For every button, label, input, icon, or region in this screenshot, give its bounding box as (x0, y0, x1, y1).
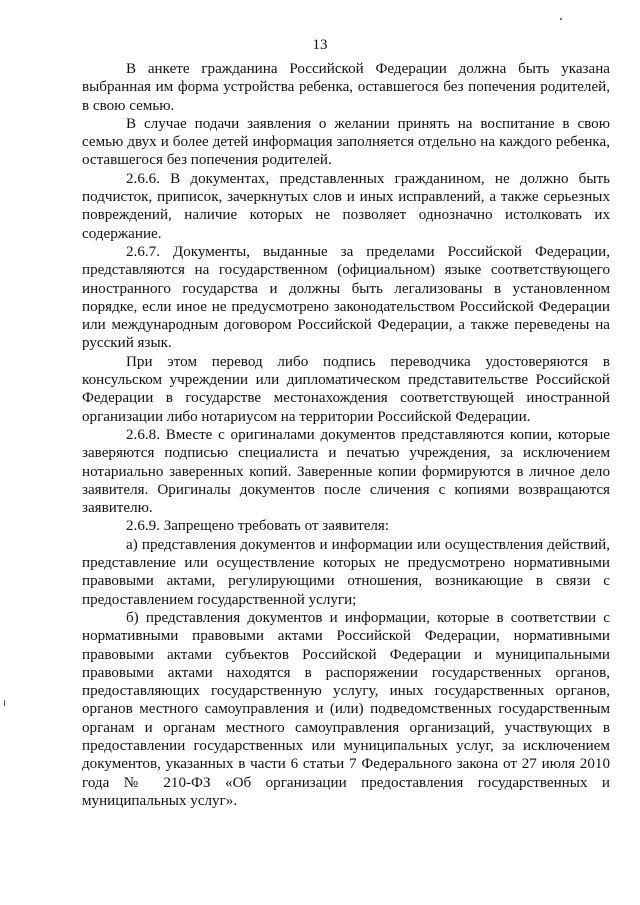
paragraph: 2.6.9. Запрещено требовать от заявителя: (126, 518, 390, 535)
paragraph: В анкете гражданина Российской Федерации должна быть указана выбранная им форма устройства ребенка, оставшегося без попечения родителей, в свою семью. (82, 61, 610, 114)
paragraph: 2.6.7. Документы, выданные за пределами Российской Федерации, представляются на государственном (официальном) языке соответствующего иностранного государства и должны быть легализованы в установленном порядке, если иное не предусмотрено законодательством Российской Федерации или международным договором Российской Федерации, а также переведены на русский язык. (82, 243, 610, 352)
paragraph: б) представления документов и информации, которые в соответствии с нормативными правовыми актами Российской Федерации, нормативными правовыми актами субъектов Российской Федерации и муниципальными правовыми актами находятся в распоряжении государственных органов, предоставляющих государственную услугу, иных государственных органов, органов местного самоуправления и (или) подведомственных государственным органам и органам местного самоуправления организаций, участвующих в предоставлении государственных или муниципальных услуг, за исключением документов, указанных в части 6 статьи 7 Федерального закона от 27 июля 2010 года № 210-ФЗ «Об организации предоставления государственных и муниципальных услуг». (82, 609, 610, 809)
scan-speck (4, 700, 5, 706)
paragraph: 2.6.8. Вместе с оригиналами документов представляются копии, которые заверяются подписью специалиста и печатью учреждения, за исключением нотариально заверенных копий. Заверенные копии формируются в личное дело заявителя. Оригиналы документов после сличения с копиями возвращаются заявителю. (82, 426, 610, 517)
paragraph: 2.6.6. В документах, представленных гражданином, не должно быть подчисток, приписок, зачеркнутых слов и иных исправлений, а также серьезных повреждений, наличие которых не позволяет однозначно истолковать их содержание. (82, 170, 610, 242)
page-number: 13 (312, 37, 328, 53)
paragraph: При этом перевод либо подпись переводчика удостоверяются в консульском учреждении или дипломатическом представительстве Российской Федерации в государстве местонахождения соответствующей иностранной организации либо нотариусом на территории Российской Федерации. (82, 353, 610, 425)
paragraph: а) представления документов и информации или осуществления действий, представление или осуществление которых не предусмотрено нормативными правовыми актами, регулирующими отношения, возникающие в связи с предоставлением государственной услуги; (82, 536, 610, 608)
document-body (82, 60, 610, 810)
paragraph: В случае подачи заявления о желании принять на воспитание в свою семью двух и более детей информация заполняется отдельно на каждого ребенка, оставшегося без попечения родителей. (82, 115, 610, 169)
scan-speck (560, 18, 562, 20)
